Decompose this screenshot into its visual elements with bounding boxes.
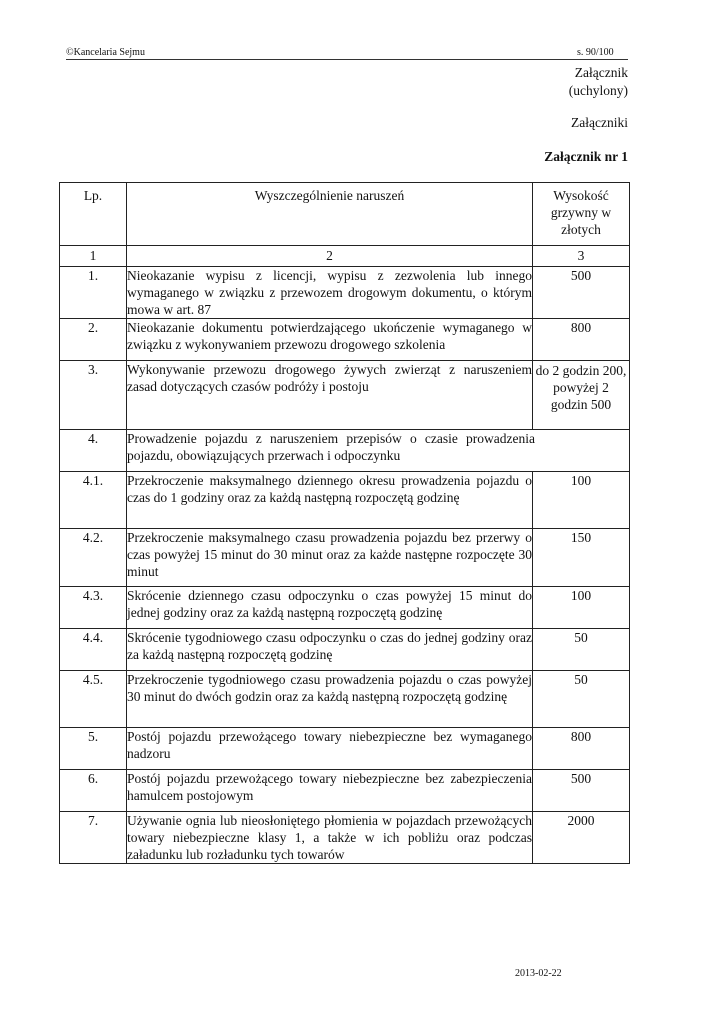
table-row	[60, 472, 630, 529]
table-row	[60, 671, 630, 728]
row-fine: 800	[533, 319, 630, 361]
row-number: 2.	[60, 319, 127, 361]
row-fine: do 2 godzin 200, powyżej 2 godzin 500	[533, 361, 630, 430]
row-fine: 150	[533, 529, 630, 587]
table-row	[60, 770, 630, 812]
header-page-number: s. 90/100	[577, 47, 614, 58]
annexes-heading: Załączniki	[571, 115, 628, 130]
column-number: 1	[60, 246, 127, 267]
row-number: 4.4.	[60, 629, 127, 671]
header-divider	[66, 59, 628, 60]
row-fine: 800	[533, 728, 630, 770]
row-description: Wykonywanie przewozu drogowego żywych zwierząt z naruszeniem zasad dotyczących czasów podróży i postoju	[127, 361, 533, 430]
row-description: Przekroczenie maksymalnego czasu prowadzenia pojazdu bez przerwy o czas powyżej 15 minut do 30 minut oraz za każde następne rozpoczęte 30 minut	[127, 529, 533, 587]
row-fine: 500	[533, 770, 630, 812]
row-number: 4.2.	[60, 529, 127, 587]
row-fine: 500	[533, 267, 630, 319]
column-header-description: Wyszczególnienie naruszeń	[127, 183, 533, 246]
header-source: ©Kancelaria Sejmu	[66, 47, 145, 58]
row-description: Przekroczenie maksymalnego dziennego okresu prowadzenia pojazdu o czas do 1 godziny oraz za każdą następną rozpoczętą godzinę	[127, 472, 533, 529]
table-header-row	[60, 183, 630, 246]
row-number: 4.1.	[60, 472, 127, 529]
row-number: 4.	[60, 430, 127, 472]
row-description: Postój pojazdu przewożącego towary niebezpieczne bez wymaganego nadzoru	[127, 728, 533, 770]
row-description: Nieokazanie wypisu z licencji, wypisu z zezwolenia lub innego wymaganego w związku z przewozem drogowym dokumentu, o którym mowa w art. 87	[127, 268, 532, 317]
table-row	[60, 361, 630, 430]
annex-status: (uchylony)	[568, 83, 628, 98]
row-number: 4.3.	[60, 587, 127, 629]
row-number: 1.	[60, 267, 127, 319]
column-header-fine: Wysokość grzywny w złotych	[533, 183, 630, 246]
table-row	[60, 629, 630, 671]
row-description: Nieokazanie dokumentu potwierdzającego ukończenie wymaganego w związku z wykonywaniem przewozu drogowego szkolenia	[127, 319, 533, 361]
row-description: Skrócenie dziennego czasu odpoczynku o czas powyżej 15 minut do jednej godziny oraz za każdą następną rozpoczętą godzinę	[127, 587, 533, 629]
table-row	[60, 319, 630, 361]
row-description: Prowadzenie pojazdu z naruszeniem przepisów o czasie prowadzenia pojazdu, obowiązujących przerwach i odpoczynku	[127, 430, 630, 472]
footer-date: 2013-02-22	[515, 968, 562, 979]
row-description: Używanie ognia lub nieosłoniętego płomienia w pojazdach przewożących towary niebezpieczne klasy 1, a także w ich pobliżu oraz podczas załadunku lub rozładunku tych towarów	[127, 813, 532, 862]
row-fine: 2000	[533, 812, 630, 864]
row-number: 3.	[60, 361, 127, 430]
row-number: 5.	[60, 728, 127, 770]
table-row	[60, 728, 630, 770]
table-row	[60, 267, 630, 319]
row-description: Skrócenie tygodniowego czasu odpoczynku o czas do jednej godziny oraz za każdą następną rozpoczętą godzinę	[127, 629, 533, 671]
row-description: Postój pojazdu przewożącego towary niebezpieczne bez zabezpieczenia hamulcem postojowym	[127, 770, 533, 812]
row-number: 7.	[60, 812, 127, 864]
fines-table	[59, 182, 630, 864]
column-numbers-row	[60, 246, 630, 267]
annex-label: Załącznik	[574, 65, 628, 80]
row-fine: 50	[533, 671, 630, 728]
column-header-lp: Lp.	[60, 183, 127, 246]
column-number: 2	[127, 246, 533, 267]
row-number: 4.5.	[60, 671, 127, 728]
table-row	[60, 430, 630, 472]
annex-title: Załącznik nr 1	[544, 149, 628, 164]
row-description: Przekroczenie tygodniowego czasu prowadzenia pojazdu o czas powyżej 30 minut do dwóch godzin oraz za każdą następną rozpoczętą godzinę	[127, 671, 533, 728]
column-number: 3	[533, 246, 630, 267]
row-number: 6.	[60, 770, 127, 812]
table-row	[60, 812, 630, 864]
table-row	[60, 529, 630, 587]
table-row	[60, 587, 630, 629]
row-fine: 50	[533, 629, 630, 671]
row-fine: 100	[533, 587, 630, 629]
row-fine: 100	[533, 472, 630, 529]
